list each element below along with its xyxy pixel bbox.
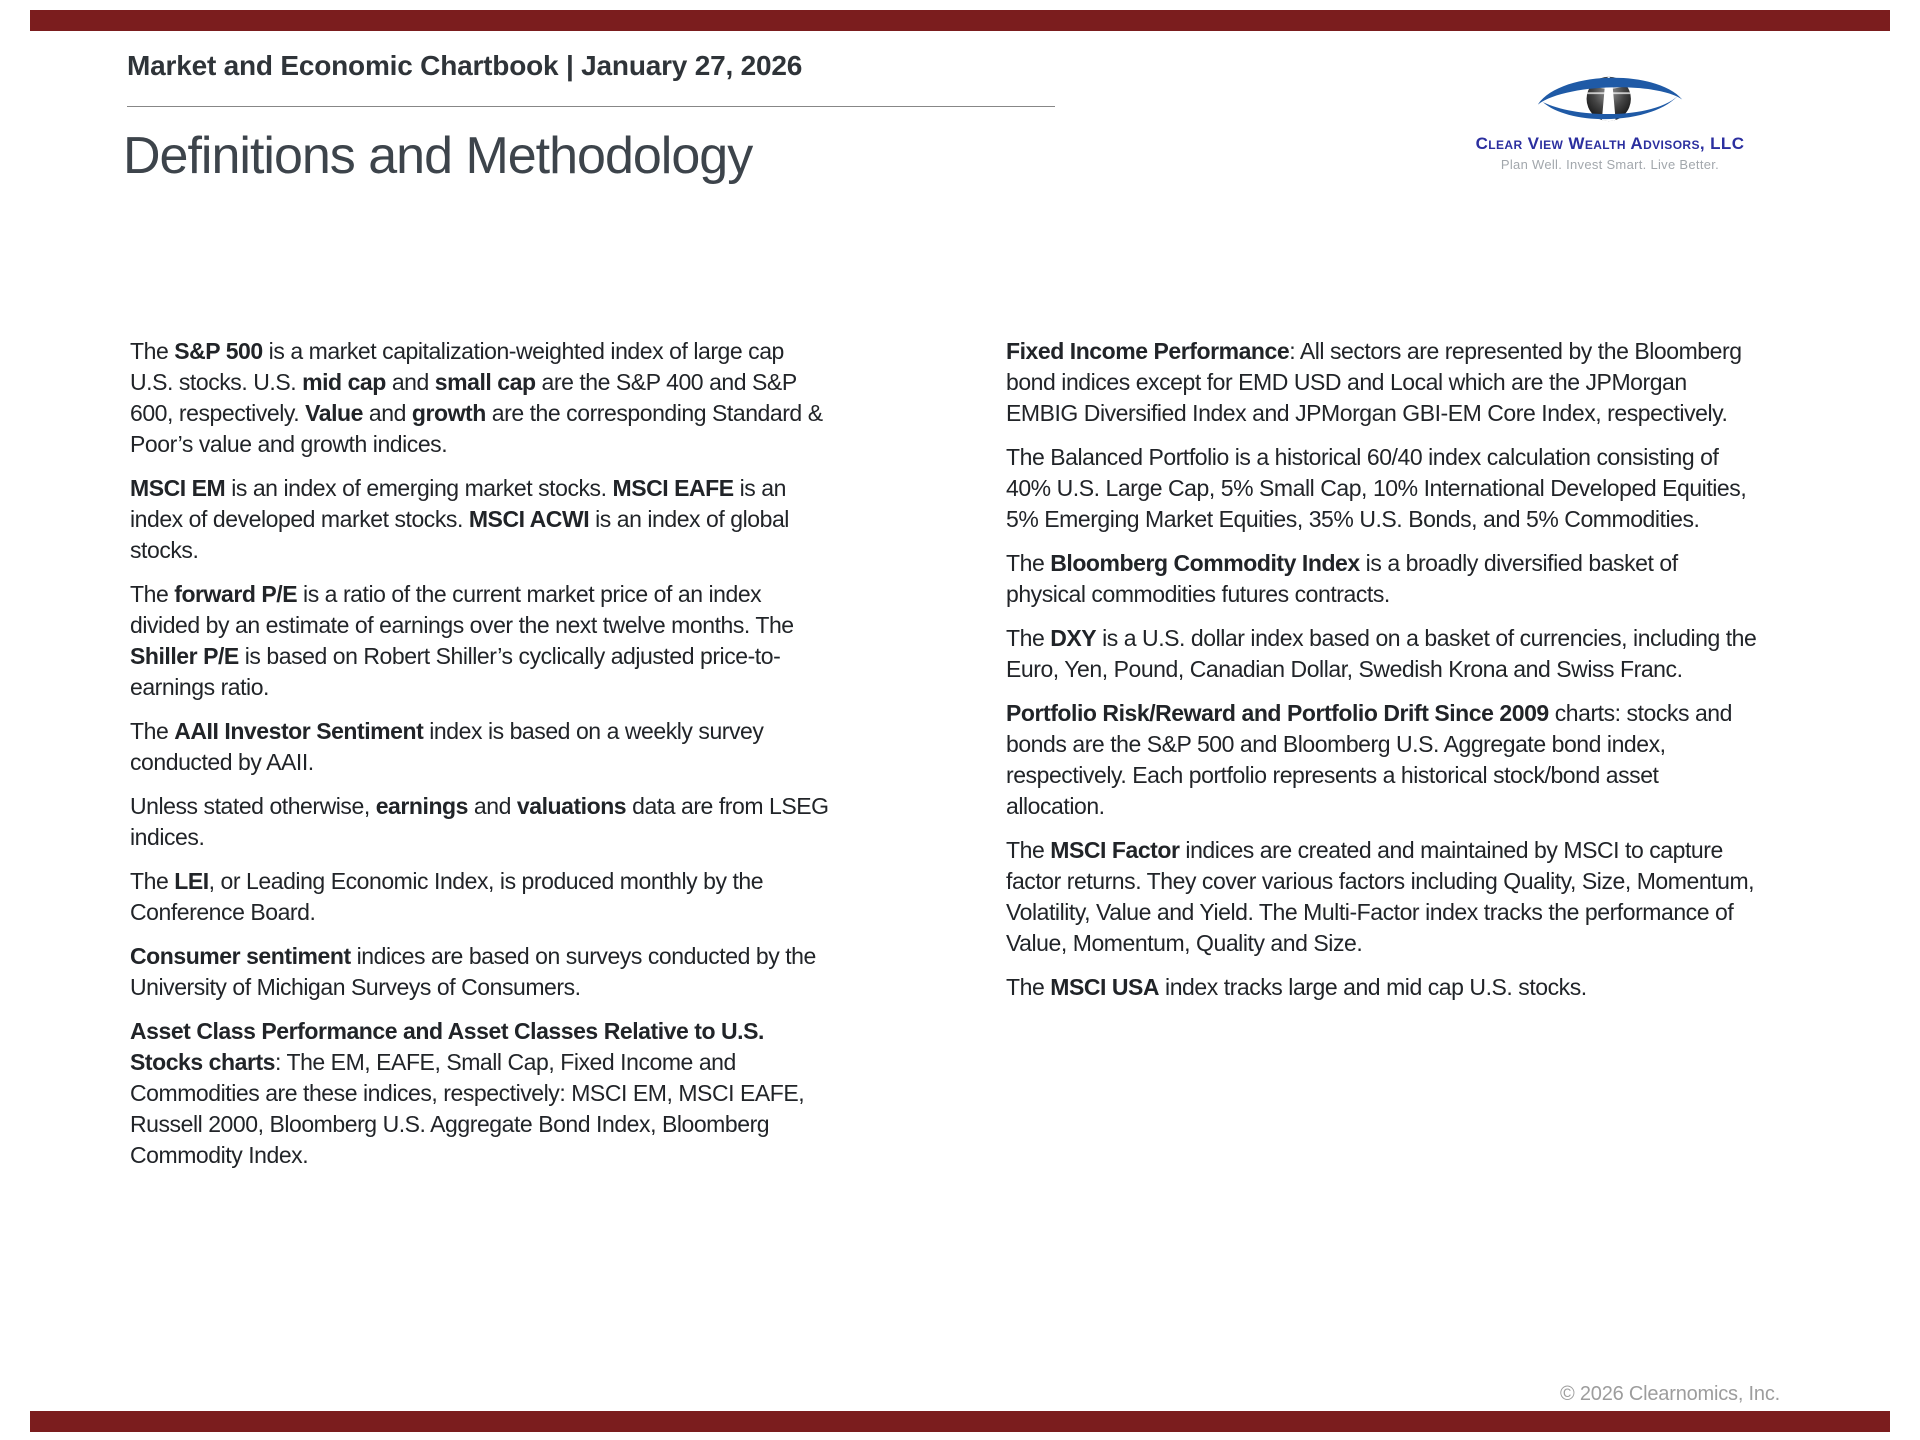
definition-paragraph: The AAII Investor Sentiment index is based on a weekly survey conducted by AAII. <box>130 718 764 775</box>
definitions-column-left <box>130 336 830 1184</box>
lighthouse-eye-icon <box>1534 64 1686 130</box>
footer-copyright: © 2026 Clearnomics, Inc. <box>1559 1383 1780 1405</box>
definition-paragraph: The LEI, or Leading Economic Index, is produced monthly by the Conference Board. <box>130 868 764 925</box>
logo-company-name: Clear View Wealth Advisors, LLC <box>1475 134 1745 153</box>
definition-paragraph: The forward P/E is a ratio of the current market price of an index divided by an estimate of earnings over the next twelve months. The Shiller P/E is based on Robert Shiller’s cyclically adjusted price-to-earnings ratio. <box>130 581 794 700</box>
definition-paragraph: Asset Class Performance and Asset Classes Relative to U.S. Stocks charts: The EM, EAFE, Small Cap, Fixed Income and Commodities are these indices, respectively: MSCI EM, MSCI EAFE, Russell 2000, Bloomberg U.S. Aggregate Bond Index, Bloomberg Commodity Index. <box>130 1018 805 1168</box>
bottom-accent-bar <box>30 1411 1890 1432</box>
definition-paragraph: The Balanced Portfolio is a historical 60/40 index calculation consisting of 40% U.S. Large Cap, 5% Small Cap, 10% International Developed Equities, 5% Emerging Market Equities, 35% U.S. Bonds, and 5% Commodities. <box>1006 444 1747 532</box>
definition-paragraph: The MSCI USA index tracks large and mid cap U.S. stocks. <box>1006 974 1587 1000</box>
logo-tagline: Plan Well. Invest Smart. Live Better. <box>1500 157 1720 172</box>
definition-paragraph: Consumer sentiment indices are based on surveys conducted by the University of Michigan Surveys of Consumers. <box>130 943 816 1000</box>
top-accent-bar <box>30 10 1890 31</box>
definition-paragraph: The DXY is a U.S. dollar index based on a basket of currencies, including the Euro, Yen, Pound, Canadian Dollar, Swedish Krona and Swiss Franc. <box>1006 625 1757 682</box>
clear-view-wealth-advisors-logo <box>1455 64 1765 172</box>
definition-paragraph: The MSCI Factor indices are created and maintained by MSCI to capture factor returns. They cover various factors including Quality, Size, Momentum, Volatility, Value and Yield. The Multi-Factor index tracks the performance of Value, Momentum, Quality and Size. <box>1006 837 1755 956</box>
header-divider-rule <box>127 106 1055 107</box>
definition-paragraph: The S&P 500 is a market capitalization-weighted index of large cap U.S. stocks. U.S. mid cap and small cap are the S&P 400 and S&P 600, respectively. Value and growth are the corresponding Standard & Poor’s value and growth indices. <box>130 338 823 457</box>
definition-paragraph: Portfolio Risk/Reward and Portfolio Drift Since 2009 charts: stocks and bonds are the S&P 500 and Bloomberg U.S. Aggregate bond index, respectively. Each portfolio represents a historical stock/bond asset allocation. <box>1006 700 1732 819</box>
definition-paragraph: Fixed Income Performance: All sectors are represented by the Bloomberg bond indices except for EMD USD and Local which are the JPMorgan EMBIG Diversified Index and JPMorgan GBI-EM Core Index, respectively. <box>1006 338 1742 426</box>
definition-paragraph: The Bloomberg Commodity Index is a broadly diversified basket of physical commodities futures contracts. <box>1006 550 1678 607</box>
definition-paragraph: MSCI EM is an index of emerging market stocks. MSCI EAFE is an index of developed market stocks. MSCI ACWI is an index of global stocks. <box>130 475 789 563</box>
page-title: Definitions and Methodology <box>123 127 753 185</box>
definition-paragraph: Unless stated otherwise, earnings and valuations data are from LSEG indices. <box>130 793 829 850</box>
chartbook-header-title: Market and Economic Chartbook | January 27, 2026 <box>127 50 803 81</box>
definitions-column-right <box>1006 336 1758 1016</box>
